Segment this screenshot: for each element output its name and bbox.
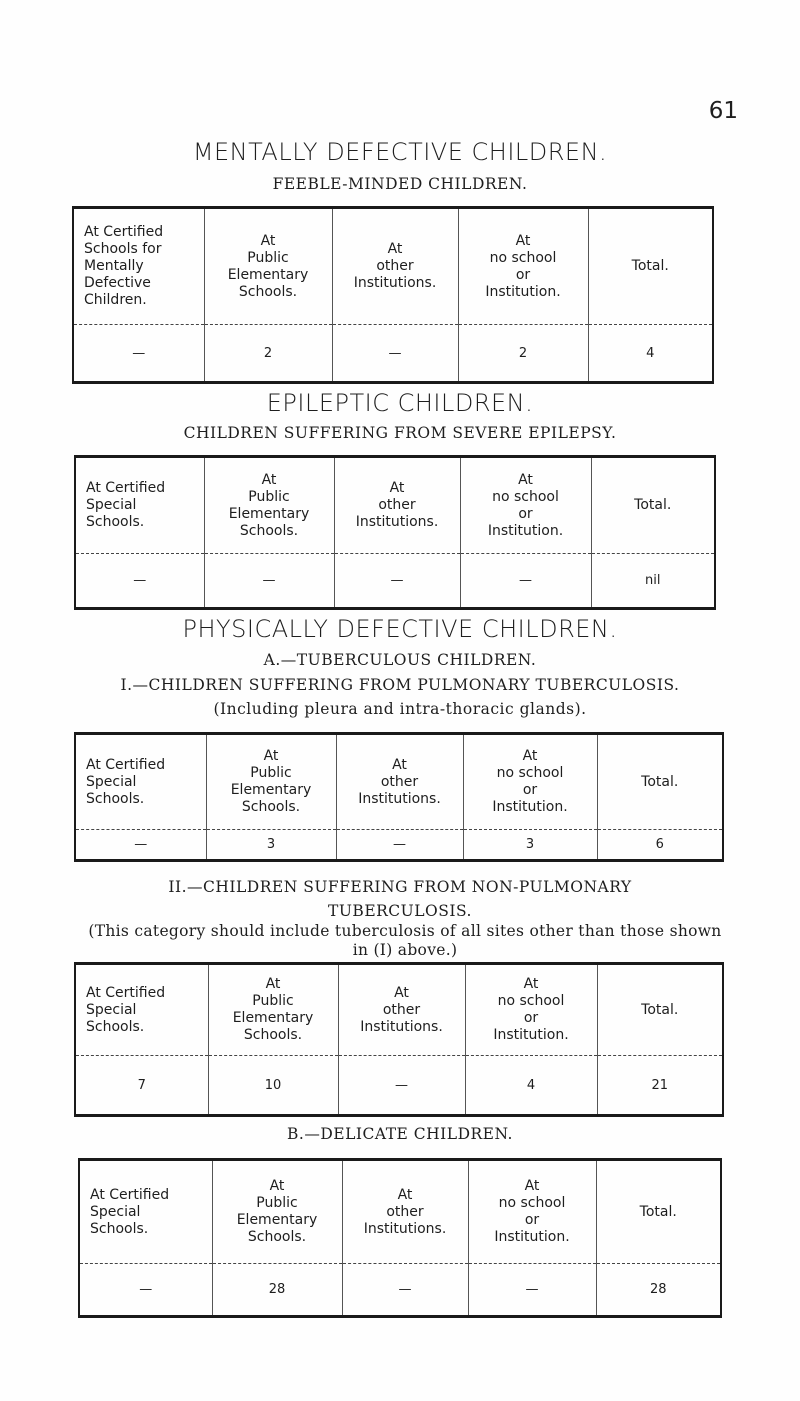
header-cell: At Certified Special Schools. bbox=[79, 1160, 212, 1264]
header-cell: At no school or Institution. bbox=[468, 1160, 596, 1264]
header-cell: At no school or Institution. bbox=[463, 734, 597, 830]
mental-table bbox=[72, 206, 714, 384]
header-cell: At other Institutions. bbox=[332, 208, 458, 325]
value-cell: — bbox=[134, 837, 148, 852]
value-cell: 2 bbox=[458, 325, 588, 383]
epileptic-table bbox=[74, 455, 716, 610]
header-cell: At Public Elementary Schools. bbox=[206, 734, 336, 830]
header-cell: Total. bbox=[591, 457, 715, 554]
value-cell: nil bbox=[591, 554, 715, 609]
header-cell: At no school or Institution. bbox=[465, 964, 597, 1056]
pulmonary-table bbox=[74, 732, 724, 862]
mental-heading: MENTALLY DEFECTIVE CHILDREN. bbox=[192, 138, 608, 166]
value-cell: 4 bbox=[465, 1056, 597, 1116]
value-cell: 3 bbox=[206, 830, 336, 861]
value-cell: — bbox=[332, 325, 458, 383]
header-cell: At no school or Institution. bbox=[458, 208, 588, 325]
header-cell: At Certified Special Schools. bbox=[75, 964, 208, 1056]
epileptic-subheading: CHILDREN SUFFERING FROM SEVERE EPILEPSY. bbox=[183, 424, 617, 442]
value-cell: — bbox=[338, 1056, 465, 1116]
value-cell: 3 bbox=[463, 830, 597, 861]
header-cell: At Public Elementary Schools. bbox=[212, 1160, 342, 1264]
header-cell: Total. bbox=[596, 1160, 721, 1264]
header-cell: At other Institutions. bbox=[342, 1160, 468, 1264]
mental-subheading: FEEBLE-MINDED CHILDREN. bbox=[272, 175, 528, 193]
value-cell: — bbox=[132, 345, 146, 361]
header-cell: Total. bbox=[588, 208, 713, 325]
value-cell: — bbox=[204, 554, 334, 609]
nonpulmonary-table bbox=[74, 962, 724, 1117]
pulmonary-note: (Including pleura and intra-thoracic glands). bbox=[213, 700, 587, 718]
value-cell: — bbox=[342, 1264, 468, 1317]
value-cell: 10 bbox=[208, 1056, 338, 1116]
value-cell: 4 bbox=[588, 325, 713, 383]
pulmonary-heading: I.—CHILDREN SUFFERING FROM PULMONARY TUBERCULOSIS. bbox=[120, 676, 680, 694]
value-cell: 7 bbox=[137, 1077, 146, 1093]
value-cell: 21 bbox=[597, 1056, 723, 1116]
nonpulmonary-heading: II.—CHILDREN SUFFERING FROM NON-PULMONARY TUBERCULOSIS. bbox=[168, 878, 632, 920]
value-cell: — bbox=[468, 1264, 596, 1317]
value-cell: 6 bbox=[597, 830, 723, 861]
header-cell: At Certified Special Schools. bbox=[75, 734, 206, 830]
epileptic-heading: EPILEPTIC CHILDREN. bbox=[266, 389, 534, 417]
value-cell: 2 bbox=[204, 325, 332, 383]
value-cell: — bbox=[133, 573, 147, 588]
header-cell: At Public Elementary Schools. bbox=[204, 208, 332, 325]
delicate-table bbox=[78, 1158, 722, 1318]
header-cell: Total. bbox=[597, 964, 723, 1056]
nonpulmonary-note: (This category should include tuberculosis of all sites other than those shown in (I) above.) bbox=[88, 922, 722, 959]
header-cell: At Public Elementary Schools. bbox=[208, 964, 338, 1056]
header-cell: At no school or Institution. bbox=[460, 457, 591, 554]
physical-subheading: A.—TUBERCULOUS CHILDREN. bbox=[263, 651, 537, 669]
value-cell: 28 bbox=[212, 1264, 342, 1317]
header-cell: At Certified Schools for Mentally Defective Children. bbox=[73, 208, 204, 325]
delicate-heading: B.—DELICATE CHILDREN. bbox=[287, 1125, 513, 1143]
value-cell: 28 bbox=[596, 1264, 721, 1317]
header-cell: Total. bbox=[597, 734, 723, 830]
value-cell: — bbox=[334, 554, 460, 609]
header-cell: At other Institutions. bbox=[334, 457, 460, 554]
value-cell: — bbox=[336, 830, 463, 861]
page-number: 61 bbox=[708, 98, 738, 124]
header-cell: At other Institutions. bbox=[338, 964, 465, 1056]
physical-heading: PHYSICALLY DEFECTIVE CHILDREN. bbox=[182, 615, 618, 643]
value-cell: — bbox=[460, 554, 591, 609]
header-cell: At Public Elementary Schools. bbox=[204, 457, 334, 554]
header-cell: At Certified Special Schools. bbox=[75, 457, 204, 554]
value-cell: — bbox=[139, 1282, 153, 1297]
header-cell: At other Institutions. bbox=[336, 734, 463, 830]
